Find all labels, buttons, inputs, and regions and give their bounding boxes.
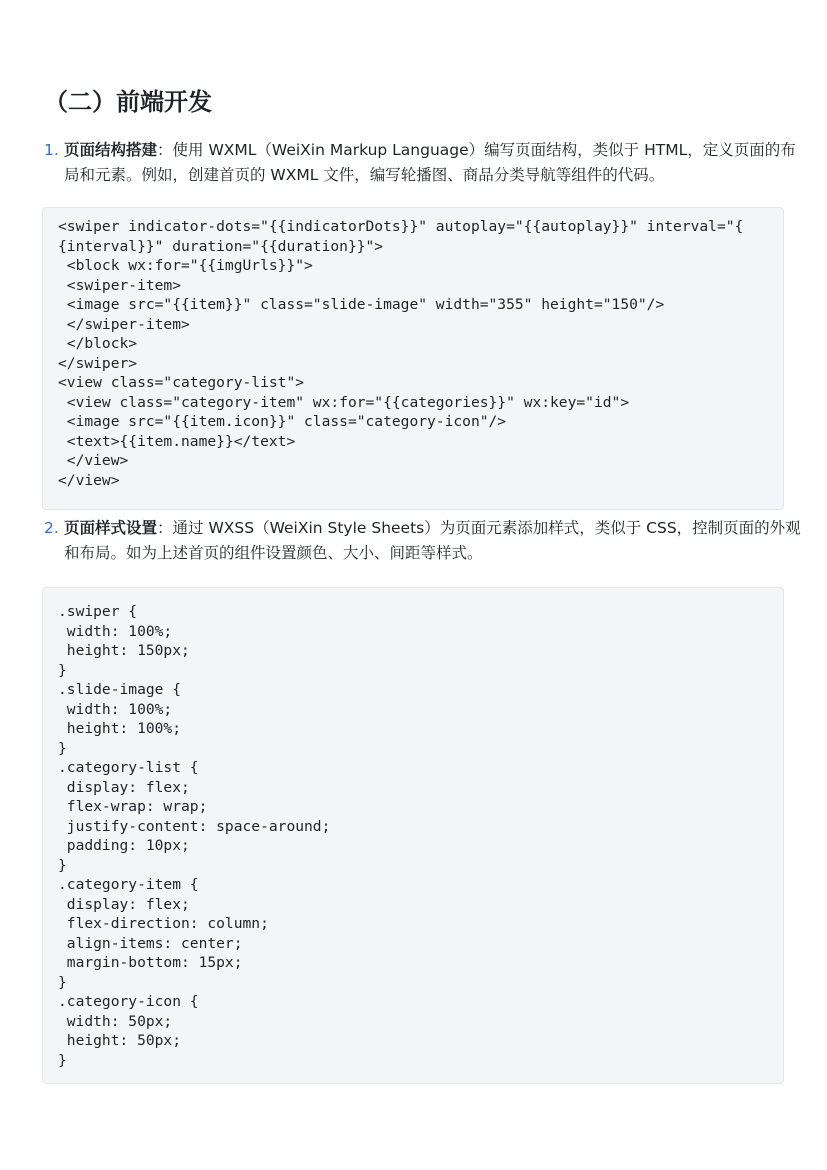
code-block-wxml	[42, 207, 784, 510]
code-wxss: .swiper { width: 100%; height: 150px; } .slide-image { width: 100%; height: 100%; } .category-list { display: flex; flex-wrap: wrap; justify-content: space-around; padding: 10px; } .category-item { display: flex; flex-direction: column; align-items: center; margin-bottom: 15px; } .category-icon { width: 50px; height: 50px; }	[58, 603, 331, 1069]
list-item-body: ：通过 WXSS（WeiXin Style Sheets）为页面元素添加样式，类似于 CSS，控制页面的外观和布局。如为上述首页的组件设置颜色、大小、间距等样式。	[64, 519, 801, 562]
list-item-title: 页面结构搭建	[64, 141, 158, 159]
section-heading: （二）前端开发	[44, 88, 212, 116]
list-item-text	[64, 138, 809, 188]
list-item-title: 页面样式设置	[64, 519, 158, 537]
list-item-style	[44, 516, 809, 566]
code-wxml: <swiper indicator-dots="{{indicatorDots}}" autoplay="{{autoplay}}" interval="{ {interval}}" duration="{{duration}}"> <block wx:for="{{imgUrls}}"> <swiper-item> <image src="{{item}}" class="slide-image" width="355" height="150"/> </swiper-item> </block> </swiper> <view class="category-list"> <view class="category-item" wx:for="{{categories}}" wx:key="id"> <image src="{{item.icon}}" class="category-icon"/> <text>{{item.name}}</text> </view> </view>	[58, 218, 744, 489]
list-item-text	[64, 516, 809, 566]
list-item-body: ：使用 WXML（WeiXin Markup Language）编写页面结构，类似于 HTML，定义页面的布局和元素。例如，创建首页的 WXML 文件，编写轮播图、商品分类导航等组件的代码。	[64, 141, 796, 184]
list-item-structure	[44, 138, 809, 188]
code-block-wxss	[42, 587, 784, 1084]
list-number: 1.	[44, 141, 59, 159]
list-number: 2.	[44, 519, 59, 537]
